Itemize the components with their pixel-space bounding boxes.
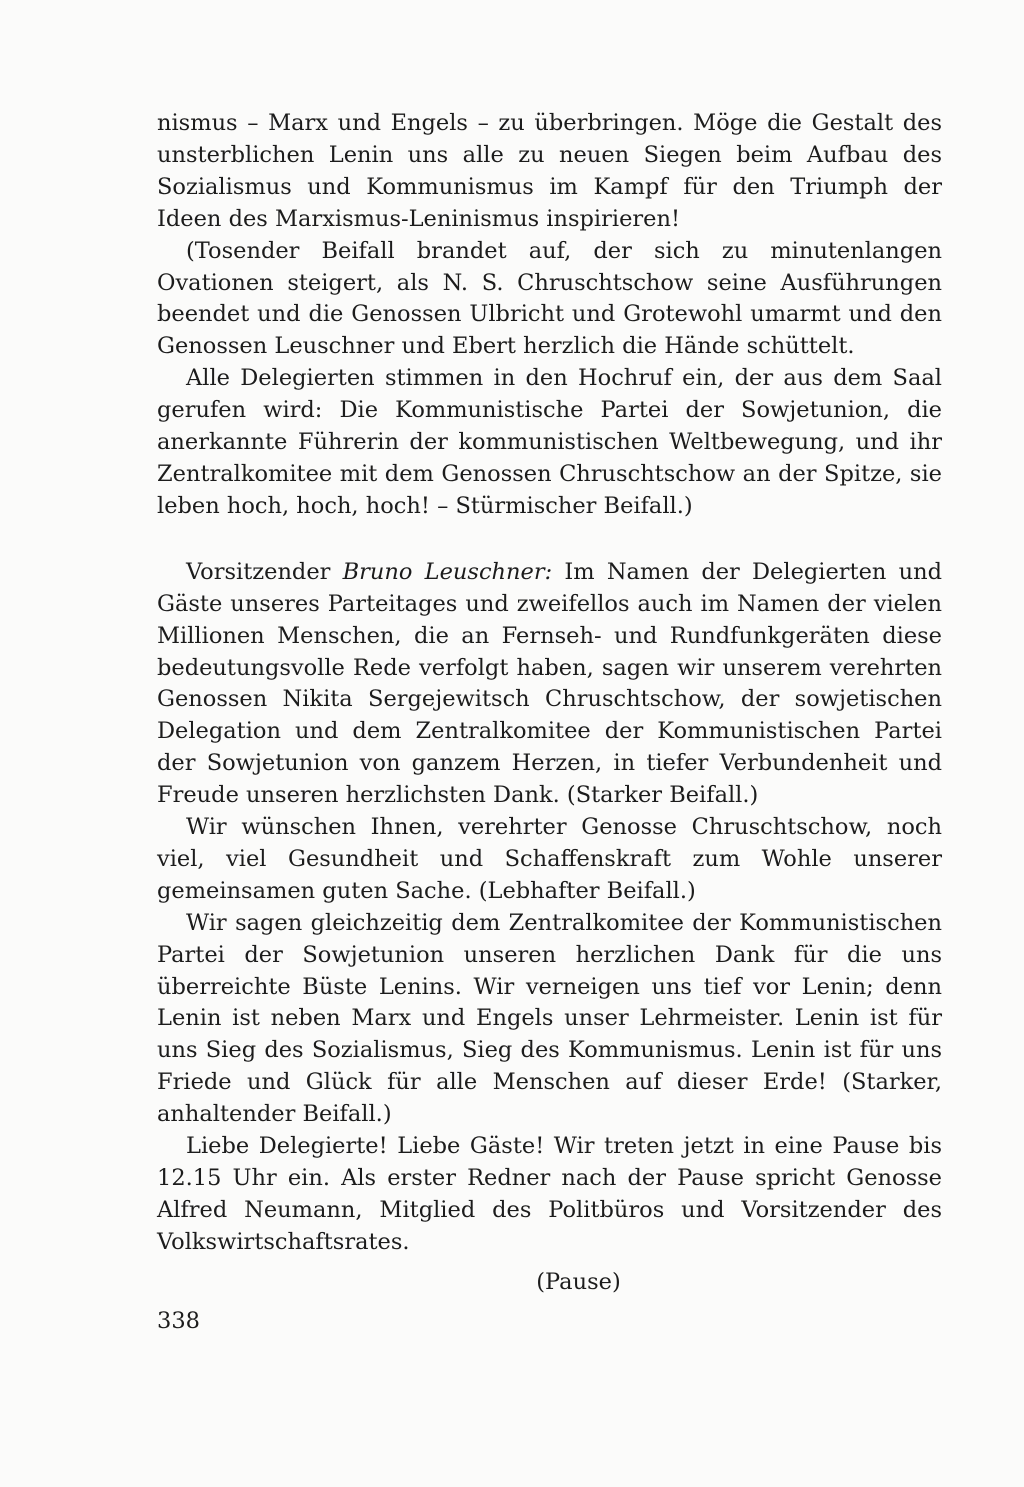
- speaker-role: Vorsitzender: [186, 558, 343, 585]
- speech-text: Im Namen der Delegierten und Gäste unseres Parteitages und zweifellos auch im Namen der vielen Millionen Menschen, die an Fernseh- und Rundfunkgeräten diese bedeutungsvolle Rede verfolgt haben, sagen wir unserem verehrten Genossen Nikita Sergejewitsch Chruschtschow, der sowjetischen Delegation und dem Zentralkomitee der Kommunistischen Partei der Sowjetunion von ganzem Herzen, in tiefer Verbundenheit und Freude unseren herzlichsten Dank. (Starker Beifall.): [157, 558, 942, 809]
- speaker-name: Bruno Leuschner:: [342, 558, 553, 585]
- page-number: 338: [157, 1308, 200, 1334]
- paragraph-thanks: Wir sagen gleichzeitig dem Zentralkomitee der Kommunistischen Partei der Sowjetunion unseren herzlichen Dank für die uns überreichte Büste Lenins. Wir verneigen uns tief vor Lenin; denn Lenin ist neben Marx und Engels unser Lehrmeister. Lenin ist für uns Sieg des Sozialismus, Sieg des Kommunismus. Lenin ist für uns Friede und Glück für alle Menschen auf dieser Erde! (Starker, anhaltender Beifall.): [157, 909, 942, 1128]
- paragraph-continuation: nismus – Marx und Engels – zu überbringen. Möge die Gestalt des unsterblichen Lenin uns alle zu neuen Siegen beim Aufbau des Sozialismus und Kommunismus im Kampf für den Triumph der Ideen des Marxismus-Leninismus inspirieren!: [157, 110, 942, 232]
- paragraph-chairman-speech: [157, 557, 942, 812]
- pause-note: (Pause): [536, 1268, 621, 1295]
- paragraph-wishes: Wir wünschen Ihnen, verehrter Genosse Chruschtschow, noch viel, viel Gesundheit und Schaffenskraft zum Wohle unserer gemeinsamen guten Sache. (Lebhafter Beifall.): [157, 814, 942, 904]
- paragraph-cheer: Alle Delegierten stimmen in den Hochruf ein, der aus dem Saal gerufen wird: Die Kommunistische Partei der Sowjetunion, die anerkannte Führerin der kommunistischen Weltbewegung, und ihr Zentralkomitee mit dem Genossen Chruschtschow an der Spitze, sie leben hoch, hoch, hoch! – Stürmischer Beifall.): [157, 365, 942, 519]
- paragraph-applause: (Tosender Beifall brandet auf, der sich zu minutenlangen Ovationen steigert, als N. S. Chruschtschow seine Ausführungen beendet und die Genossen Ulbricht und Grotewohl umarmt und den Genossen Leuschner und Ebert herzlich die Hände schüttelt.: [157, 237, 942, 360]
- page-body: [157, 108, 942, 1299]
- paragraph-break-announcement: Liebe Delegierte! Liebe Gäste! Wir treten jetzt in eine Pause bis 12.15 Uhr ein. Als erster Redner nach der Pause spricht Genosse Alfred Neumann, Mitglied des Politbüros und Vorsitzender des Volkswirtschaftsrates.: [157, 1133, 942, 1255]
